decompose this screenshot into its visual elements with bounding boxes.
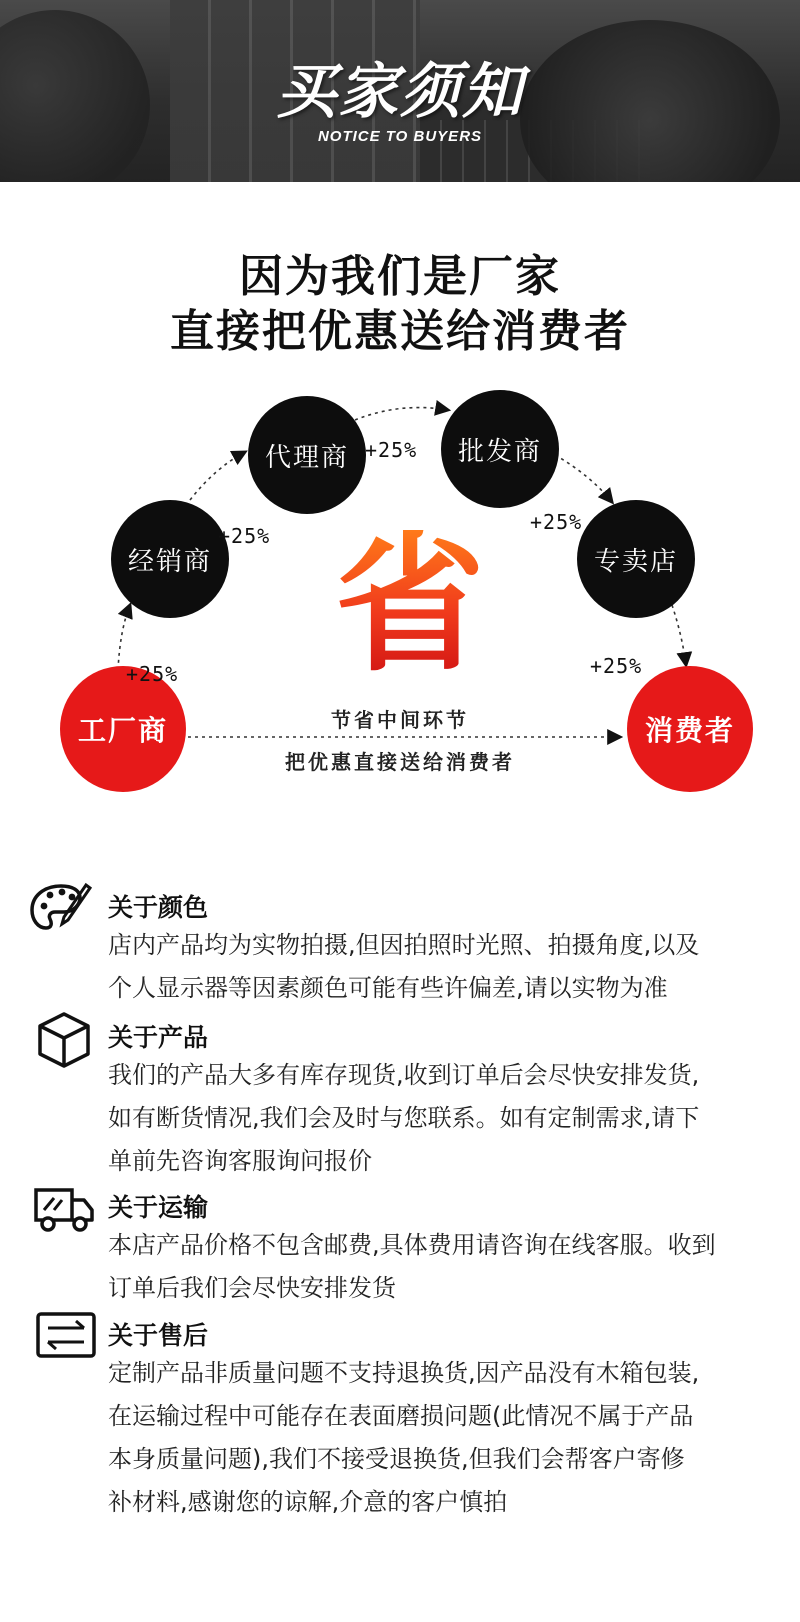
arrow-factory-distributor bbox=[118, 605, 130, 670]
section-line: 单前先咨询客服询问报价 bbox=[108, 1147, 372, 1175]
section-line: 订单后我们会尽快安排发货 bbox=[108, 1274, 396, 1302]
node-factory: 工厂商 bbox=[60, 666, 186, 792]
section-body bbox=[108, 1224, 778, 1310]
arrow-store-consumer bbox=[672, 605, 686, 665]
node-wholesaler: 批发商 bbox=[441, 390, 559, 508]
arrow-agent-wholesaler bbox=[355, 408, 448, 420]
section-line: 在运输过程中可能存在表面磨损问题(此情况不属于产品 bbox=[108, 1402, 694, 1430]
arrow-wholesaler-store bbox=[555, 455, 612, 502]
section-body bbox=[108, 1352, 778, 1524]
section-body bbox=[108, 924, 778, 1010]
section-title: 关于售后 bbox=[108, 1321, 209, 1350]
palette-icon bbox=[28, 880, 98, 940]
truck-icon bbox=[28, 1180, 98, 1240]
direct-label-2: 把优惠直接送给消费者 bbox=[285, 750, 515, 774]
section-title: 关于颜色 bbox=[108, 893, 209, 922]
direct-label-1: 节省中间环节 bbox=[331, 708, 469, 732]
section-line: 如有断货情况,我们会及时与您联系。如有定制需求,请下 bbox=[108, 1104, 700, 1132]
markup-label: +25% bbox=[365, 438, 418, 462]
save-character: 省 bbox=[330, 530, 490, 680]
arrow-distributor-agent bbox=[190, 452, 245, 500]
section-title: 关于产品 bbox=[108, 1023, 209, 1052]
section-line: 补材料,感谢您的谅解,介意的客户慎拍 bbox=[108, 1488, 508, 1516]
section-line: 个人显示器等因素颜色可能有些许偏差,请以实物为准 bbox=[108, 974, 668, 1002]
section-line: 本店产品价格不包含邮费,具体费用请咨询在线客服。收到 bbox=[108, 1231, 716, 1259]
supply-chain-diagram bbox=[0, 380, 800, 840]
section-title: 关于运输 bbox=[108, 1193, 209, 1222]
box-icon bbox=[28, 1010, 98, 1070]
exchange-icon bbox=[28, 1308, 98, 1368]
markup-label: +25% bbox=[218, 524, 271, 548]
node-distributor: 经销商 bbox=[111, 500, 229, 618]
section-line: 定制产品非质量问题不支持退换货,因产品没有木箱包装, bbox=[108, 1359, 700, 1387]
node-agent: 代理商 bbox=[248, 396, 366, 514]
node-store: 专卖店 bbox=[577, 500, 695, 618]
node-consumer: 消费者 bbox=[627, 666, 753, 792]
markup-label: +25% bbox=[590, 654, 643, 678]
page-title: 买家须知 bbox=[276, 57, 524, 127]
header-banner bbox=[0, 0, 800, 182]
section-line: 本身质量问题),我们不接受退换货,但我们会帮客户寄修 bbox=[108, 1445, 685, 1473]
markup-label: +25% bbox=[530, 510, 583, 534]
section-line: 我们的产品大多有库存现货,收到订单后会尽快安排发货, bbox=[108, 1061, 700, 1089]
headline-line-1: 因为我们是厂家 bbox=[239, 251, 561, 302]
section-body bbox=[108, 1054, 778, 1183]
page-subtitle: NOTICE TO BUYERS bbox=[317, 128, 483, 145]
section-line: 店内产品均为实物拍摄,但因拍照时光照、拍摄角度,以及 bbox=[108, 931, 700, 959]
markup-label: +25% bbox=[126, 662, 179, 686]
headline-line-2: 直接把优惠送给消费者 bbox=[170, 306, 630, 357]
